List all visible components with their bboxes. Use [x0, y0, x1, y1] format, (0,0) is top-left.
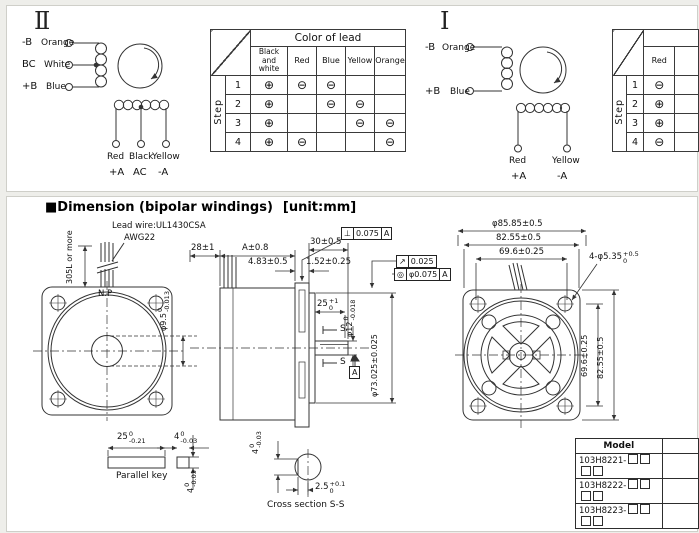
polarity-cell: ⊖ — [317, 95, 346, 114]
model-digit-box — [640, 479, 650, 489]
datum-a-box — [349, 366, 360, 379]
step-label: Step — [212, 98, 224, 125]
dim-8255-right: 82.55±0.5 — [596, 336, 605, 379]
lead-color-label: Yellow — [552, 156, 580, 166]
dim-A: A±0.8 — [242, 243, 269, 253]
model-digit-box — [628, 454, 638, 464]
polarity-cell: ⊖ — [288, 76, 317, 95]
step-number: 1 — [226, 76, 251, 95]
polarity-cell: ⊕ — [251, 95, 288, 114]
col-header: Blue — [317, 47, 346, 76]
pole-label: +A — [511, 171, 527, 182]
polarity-cell: ⊖ — [375, 114, 406, 133]
gdt-symbol: ↗ — [397, 256, 409, 267]
dim-8255-top: 82.55±0.5 — [496, 233, 541, 243]
section-numeral-ii: Ⅱ — [34, 7, 51, 35]
dim-phi9 — [157, 291, 170, 331]
section-mark-s: S — [340, 324, 346, 334]
section-numeral-i: Ⅰ — [440, 7, 450, 35]
dimension-title-text: ■Dimension (bipolar windings) — [45, 200, 273, 215]
tol-upper: +0.1 — [329, 480, 346, 488]
dim-key4-v — [184, 470, 197, 493]
lead-color-label: Orange — [41, 38, 75, 48]
dim-30: 30±0.5 — [310, 237, 342, 247]
model-cell-cut — [662, 454, 698, 479]
gdt-datum: A — [383, 229, 390, 238]
step-number: 2 — [626, 95, 643, 114]
polarity-cell: ⊕ — [644, 95, 675, 114]
polarity-cell: ⊖ — [288, 133, 317, 152]
pole-label: -B — [22, 37, 33, 48]
model-digit-box — [581, 466, 591, 476]
model-digit-box — [640, 454, 650, 464]
model-cell-cut — [662, 479, 698, 504]
col-header: Red — [288, 47, 317, 76]
lead-color-label: Yellow — [152, 152, 180, 162]
tol-upper: 0 — [128, 430, 133, 438]
step-number: 1 — [626, 76, 643, 95]
step-label: Step — [613, 98, 625, 125]
polarity-cell — [375, 95, 406, 114]
polarity-cell — [346, 76, 375, 95]
polarity-cell-cut — [675, 76, 699, 95]
pole-label: +A — [109, 167, 125, 178]
section-mark-s: S — [340, 357, 346, 367]
col-header-cut — [675, 47, 699, 76]
model-header: Model — [576, 439, 663, 454]
tol-upper: 0 — [183, 482, 191, 487]
step-number: 3 — [226, 114, 251, 133]
gdt-datum: A — [442, 270, 448, 279]
polarity-cell: ⊖ — [644, 133, 675, 152]
tol-lower: -0.013 — [162, 291, 171, 312]
model-row — [576, 504, 663, 529]
gdt-value: 0.025 — [410, 257, 434, 266]
model-row — [576, 479, 663, 504]
dim-value: 4 — [186, 487, 195, 493]
dim-25 — [317, 298, 338, 311]
lead-color-label: Orange — [442, 43, 476, 53]
lead-color-label: Blue — [46, 82, 66, 92]
step-number: 4 — [626, 133, 643, 152]
dim-value: φ12 — [345, 321, 354, 337]
table-title: Color of lead — [251, 30, 406, 47]
dim-value: 2.5 — [315, 482, 329, 492]
polarity-cell — [346, 133, 375, 152]
dim-value: 4-φ5.35 — [589, 252, 623, 262]
model-digit-box — [593, 516, 603, 526]
dim-value: 4 — [174, 432, 180, 442]
dimension-title — [45, 200, 356, 215]
col-header: Black and white — [251, 47, 288, 76]
model-digit-box — [640, 504, 650, 514]
dim-value: 25 — [317, 299, 328, 309]
polarity-cell-cut — [675, 114, 699, 133]
pole-label: -A — [557, 171, 568, 182]
step-label-cell — [613, 76, 627, 152]
tol-upper: 0 — [180, 430, 185, 438]
polarity-cell-cut — [675, 133, 699, 152]
tol-upper: +1 — [328, 297, 339, 305]
polarity-cell: ⊖ — [644, 76, 675, 95]
pole-label: -B — [425, 42, 436, 53]
diagonal-cell — [613, 30, 644, 76]
polarity-cell — [288, 114, 317, 133]
gdt-symbol: ◎ — [395, 269, 407, 280]
dim-phi73: φ73.025±0.025 — [370, 334, 379, 397]
lead-color-label: White — [44, 60, 71, 70]
dim-value: 25 — [117, 432, 128, 442]
tol-lower: 0 — [328, 303, 333, 312]
polarity-cell: ⊕ — [251, 133, 288, 152]
dim-483: 4.83±0.5 — [248, 257, 288, 267]
gdt-value: φ0.075 — [407, 269, 440, 280]
polarity-cell: ⊖ — [346, 95, 375, 114]
polarity-cell: ⊖ — [375, 133, 406, 152]
tol-lower: -0.03 — [254, 431, 263, 448]
tol-lower: -0.21 — [128, 436, 146, 445]
model-cell-cut — [662, 504, 698, 529]
runout-frame — [396, 255, 437, 268]
col-header: Orange — [375, 47, 406, 76]
dim-holes — [589, 251, 639, 264]
cross-section-label: Cross section S-S — [267, 500, 345, 510]
tol-upper: +0.5 — [623, 250, 639, 258]
model-digit-box — [581, 516, 591, 526]
tol-lower: -0.018 — [348, 299, 357, 321]
lead-color-label: Blue — [450, 87, 470, 97]
datum-label: A — [352, 368, 358, 377]
color-of-lead-table — [210, 29, 406, 152]
concentricity-frame — [394, 268, 451, 281]
step-label-cell — [211, 76, 226, 152]
dim-value: 4 — [251, 448, 260, 454]
parallel-key-label: Parallel key — [116, 471, 168, 481]
dim-696-top: 69.6±0.25 — [499, 247, 544, 257]
lead-wire-label: Lead wire:UL1430CSA — [112, 221, 206, 231]
pole-label: +B — [425, 86, 441, 97]
pole-label: +B — [22, 81, 38, 92]
lead-color-label: Red — [107, 152, 125, 162]
pole-label: BC — [22, 59, 36, 70]
polarity-cell: ⊖ — [317, 76, 346, 95]
dim-key25 — [117, 431, 146, 444]
model-number: 103H8222- — [579, 481, 627, 491]
nameplate-label: N.P — [98, 289, 113, 299]
pole-label: AC — [133, 167, 147, 178]
lead-color-label: Red — [509, 156, 527, 166]
model-number: 103H8221- — [579, 456, 627, 466]
gdt-value: 0.075 — [354, 228, 382, 239]
dim-key4-h — [174, 431, 197, 444]
dim-cs25 — [315, 481, 345, 494]
step-number: 4 — [226, 133, 251, 152]
color-of-lead-table-right — [612, 29, 699, 152]
polarity-cell — [375, 76, 406, 95]
pole-label: -A — [158, 167, 169, 178]
polarity-cell — [317, 133, 346, 152]
dim-value: φ9.5 — [159, 313, 168, 331]
dim-152: 1.52±0.25 — [306, 257, 351, 267]
dim-phi8585: φ85.85±0.5 — [492, 219, 543, 229]
model-digit-box — [593, 466, 603, 476]
model-row — [576, 454, 663, 479]
tol-lower: 0 — [329, 486, 334, 495]
lead-length-label: 305L or more — [65, 230, 74, 284]
model-number: 103H8223- — [579, 506, 627, 516]
lead-color-label: Black — [129, 152, 154, 162]
polarity-cell: ⊕ — [251, 76, 288, 95]
dim-28: 28±1 — [191, 243, 215, 253]
model-digit-box — [581, 491, 591, 501]
model-table — [575, 438, 699, 529]
col-header: Red — [644, 47, 675, 76]
step-number: 3 — [626, 114, 643, 133]
tol-upper: 0 — [156, 307, 164, 312]
tol-lower: -0.03 — [189, 470, 198, 487]
step-number: 2 — [226, 95, 251, 114]
model-digit-box — [593, 491, 603, 501]
gdt-symbol: ⊥ — [342, 228, 354, 239]
table-title-cut — [644, 30, 699, 47]
diagonal-cell — [211, 30, 251, 76]
tol-lower: -0.03 — [180, 436, 198, 445]
dim-cs4 — [249, 431, 262, 454]
polarity-cell — [288, 95, 317, 114]
polarity-cell: ⊕ — [644, 114, 675, 133]
model-header-cut — [662, 439, 698, 454]
tol-upper: 0 — [342, 316, 350, 321]
tol-upper: 0 — [248, 443, 256, 448]
polarity-cell: ⊖ — [346, 114, 375, 133]
polarity-cell — [317, 114, 346, 133]
model-digit-box — [628, 479, 638, 489]
dim-696-right: 69.6±0.25 — [580, 334, 589, 377]
polarity-cell: ⊕ — [251, 114, 288, 133]
tol-lower: 0 — [623, 256, 628, 265]
model-digit-box — [628, 504, 638, 514]
col-header: Yellow — [346, 47, 375, 76]
unit-label: [unit:mm] — [282, 200, 357, 215]
polarity-cell-cut — [675, 95, 699, 114]
awg-label: AWG22 — [124, 233, 156, 243]
perpendicularity-frame — [341, 227, 392, 240]
